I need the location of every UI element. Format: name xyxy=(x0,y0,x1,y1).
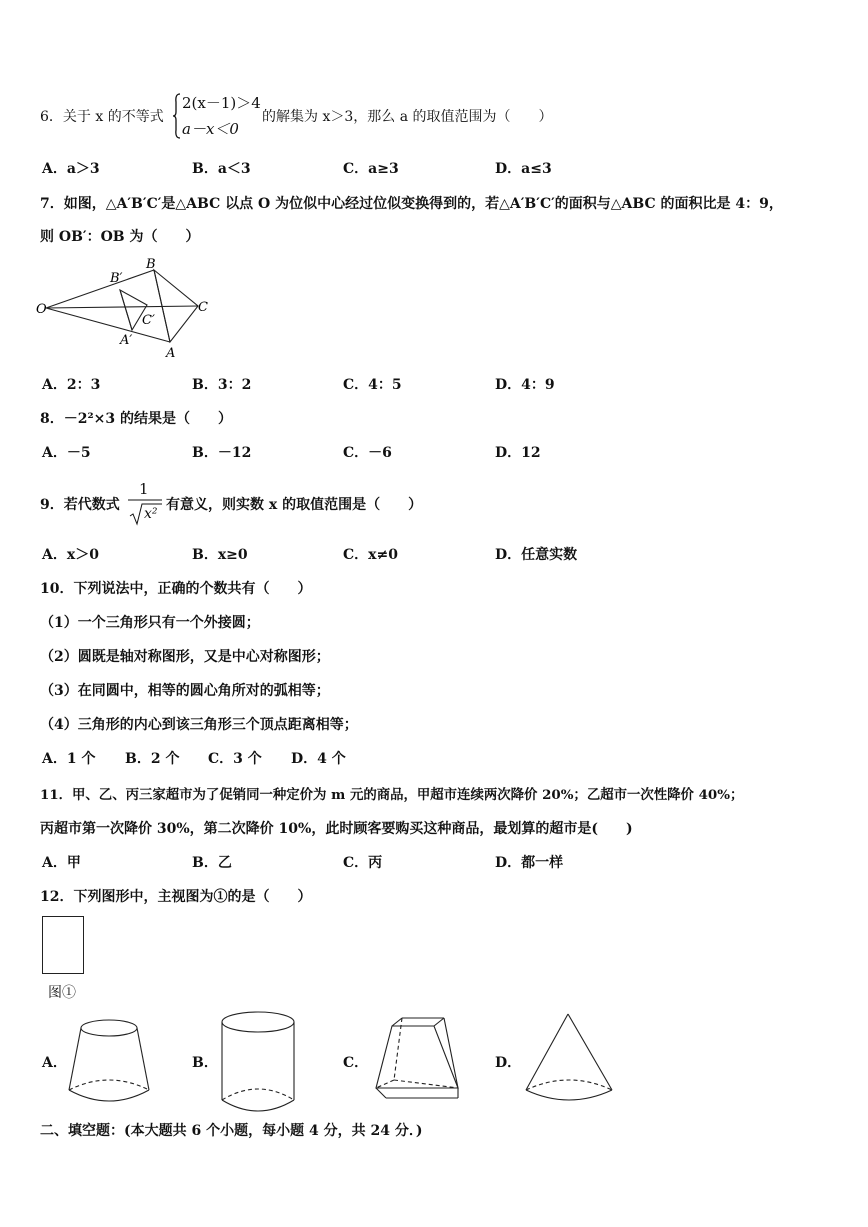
q7-figure xyxy=(36,256,216,364)
q10-option-b[interactable]: B．2 个 xyxy=(125,751,180,767)
q9-numerator: 1 xyxy=(139,480,149,498)
q9-suffix: 有意义，则实数 x 的取值范围是（ ） xyxy=(166,497,423,513)
q6-option-a[interactable]: A．a＞3 xyxy=(42,161,100,177)
q10-text: 10．下列说法中，正确的个数共有（ ） xyxy=(40,581,312,597)
q9-radicand: x² xyxy=(144,506,158,522)
q12-front-view-rectangle xyxy=(42,916,84,974)
q11-option-b[interactable]: B．乙 xyxy=(192,855,232,871)
q9-prefix: 9．若代数式 xyxy=(40,497,120,513)
q6-inequality-1: 2(x－1)＞4 xyxy=(182,94,261,112)
q7-option-a[interactable]: A．2：3 xyxy=(42,377,101,393)
q8-text: 8．－2²×3 的结果是（ ） xyxy=(40,411,232,427)
q12-option-c-label[interactable]: C． xyxy=(343,1055,369,1071)
q10-option-a[interactable]: A．1 个 xyxy=(42,751,96,767)
q7-option-c[interactable]: C．4：5 xyxy=(343,377,402,393)
q7-label-b: B xyxy=(146,257,156,272)
q6-prefix: 6．关于 x 的不等式 xyxy=(40,109,164,125)
q12-option-d-cone[interactable] xyxy=(522,1012,618,1108)
q9-option-c[interactable]: C．x≠0 xyxy=(343,547,398,563)
q8-option-c[interactable]: C．－6 xyxy=(343,445,392,461)
q6-brace xyxy=(172,92,182,140)
q10-option-d[interactable]: D．4 个 xyxy=(291,751,346,767)
q11-line-1: 11．甲、乙、丙三家超市为了促销同一种定价为 m 元的商品，甲超市连续两次降价 20%；乙超市一次性降价 40%； xyxy=(40,787,744,803)
q12-option-a-label[interactable]: A． xyxy=(42,1055,67,1071)
q7-label-a: A xyxy=(166,346,176,361)
q6-option-b[interactable]: B．a＜3 xyxy=(192,161,251,177)
q7-line-1: 7．如图，△A′B′C′是△ABC 以点 O 为位似中心经过位似变换得到的，若△A′B′C′的面积与△ABC 的面积比是 4：9， xyxy=(40,196,783,212)
q11-option-c[interactable]: C．丙 xyxy=(343,855,383,871)
q6-option-c[interactable]: C．a≥3 xyxy=(343,161,399,177)
q12-text: 12．下列图形中，主视图为①的是（ ） xyxy=(40,889,312,905)
q10-item-3: （3）在同圆中，相等的圆心角所对的弧相等； xyxy=(40,683,330,699)
q7-label-c-prime: C′ xyxy=(142,313,155,328)
q11-line-2: 丙超市第一次降价 30%，第二次降价 10%，此时顾客要购买这种商品，最划算的超市是( ) xyxy=(40,821,633,837)
q7-label-b-prime: B′ xyxy=(110,271,123,286)
q12-option-d-label[interactable]: D． xyxy=(495,1055,522,1071)
q6-suffix: 的解集为 x＞3，那么 a 的取值范围为（ ） xyxy=(262,109,553,125)
q6-option-d[interactable]: D．a≤3 xyxy=(495,161,552,177)
q10-item-4: （4）三角形的内心到该三角形三个顶点距离相等； xyxy=(40,717,358,733)
q7-line-2: 则 OB′：OB 为（ ） xyxy=(40,229,200,245)
q12-figure-caption: 图① xyxy=(48,985,76,1001)
q12-option-b-label[interactable]: B． xyxy=(192,1055,218,1071)
q11-option-a[interactable]: A．甲 xyxy=(42,855,81,871)
q7-option-b[interactable]: B．3：2 xyxy=(192,377,252,393)
q7-label-a-prime: A′ xyxy=(120,333,133,348)
q9-option-b[interactable]: B．x≥0 xyxy=(192,547,248,563)
q6-inequality-2: a－x＜0 xyxy=(182,120,239,138)
q9-option-d[interactable]: D．任意实数 xyxy=(495,547,578,563)
q9-option-a[interactable]: A．x＞0 xyxy=(42,547,99,563)
q7-label-c: C xyxy=(198,300,208,315)
q11-option-d[interactable]: D．都一样 xyxy=(495,855,564,871)
q12-option-a-frustum[interactable] xyxy=(64,1012,154,1108)
q12-option-c-prism-frustum[interactable] xyxy=(368,1014,464,1100)
q10-item-2: （2）圆既是轴对称图形，又是中心对称图形； xyxy=(40,649,330,665)
q7-label-o: O xyxy=(36,302,47,317)
q10-item-1: （1）一个三角形只有一个外接圆； xyxy=(40,615,260,631)
section-2-heading: 二、填空题：(本大题共 6 个小题，每小题 4 分，共 24 分．) xyxy=(40,1123,423,1139)
q12-option-b-cylinder[interactable] xyxy=(218,1008,298,1114)
q8-option-d[interactable]: D．12 xyxy=(495,445,541,461)
q8-option-a[interactable]: A．－5 xyxy=(42,445,91,461)
q8-option-b[interactable]: B．－12 xyxy=(192,445,252,461)
q7-option-d[interactable]: D．4：9 xyxy=(495,377,555,393)
q10-option-c[interactable]: C．3 个 xyxy=(208,751,262,767)
